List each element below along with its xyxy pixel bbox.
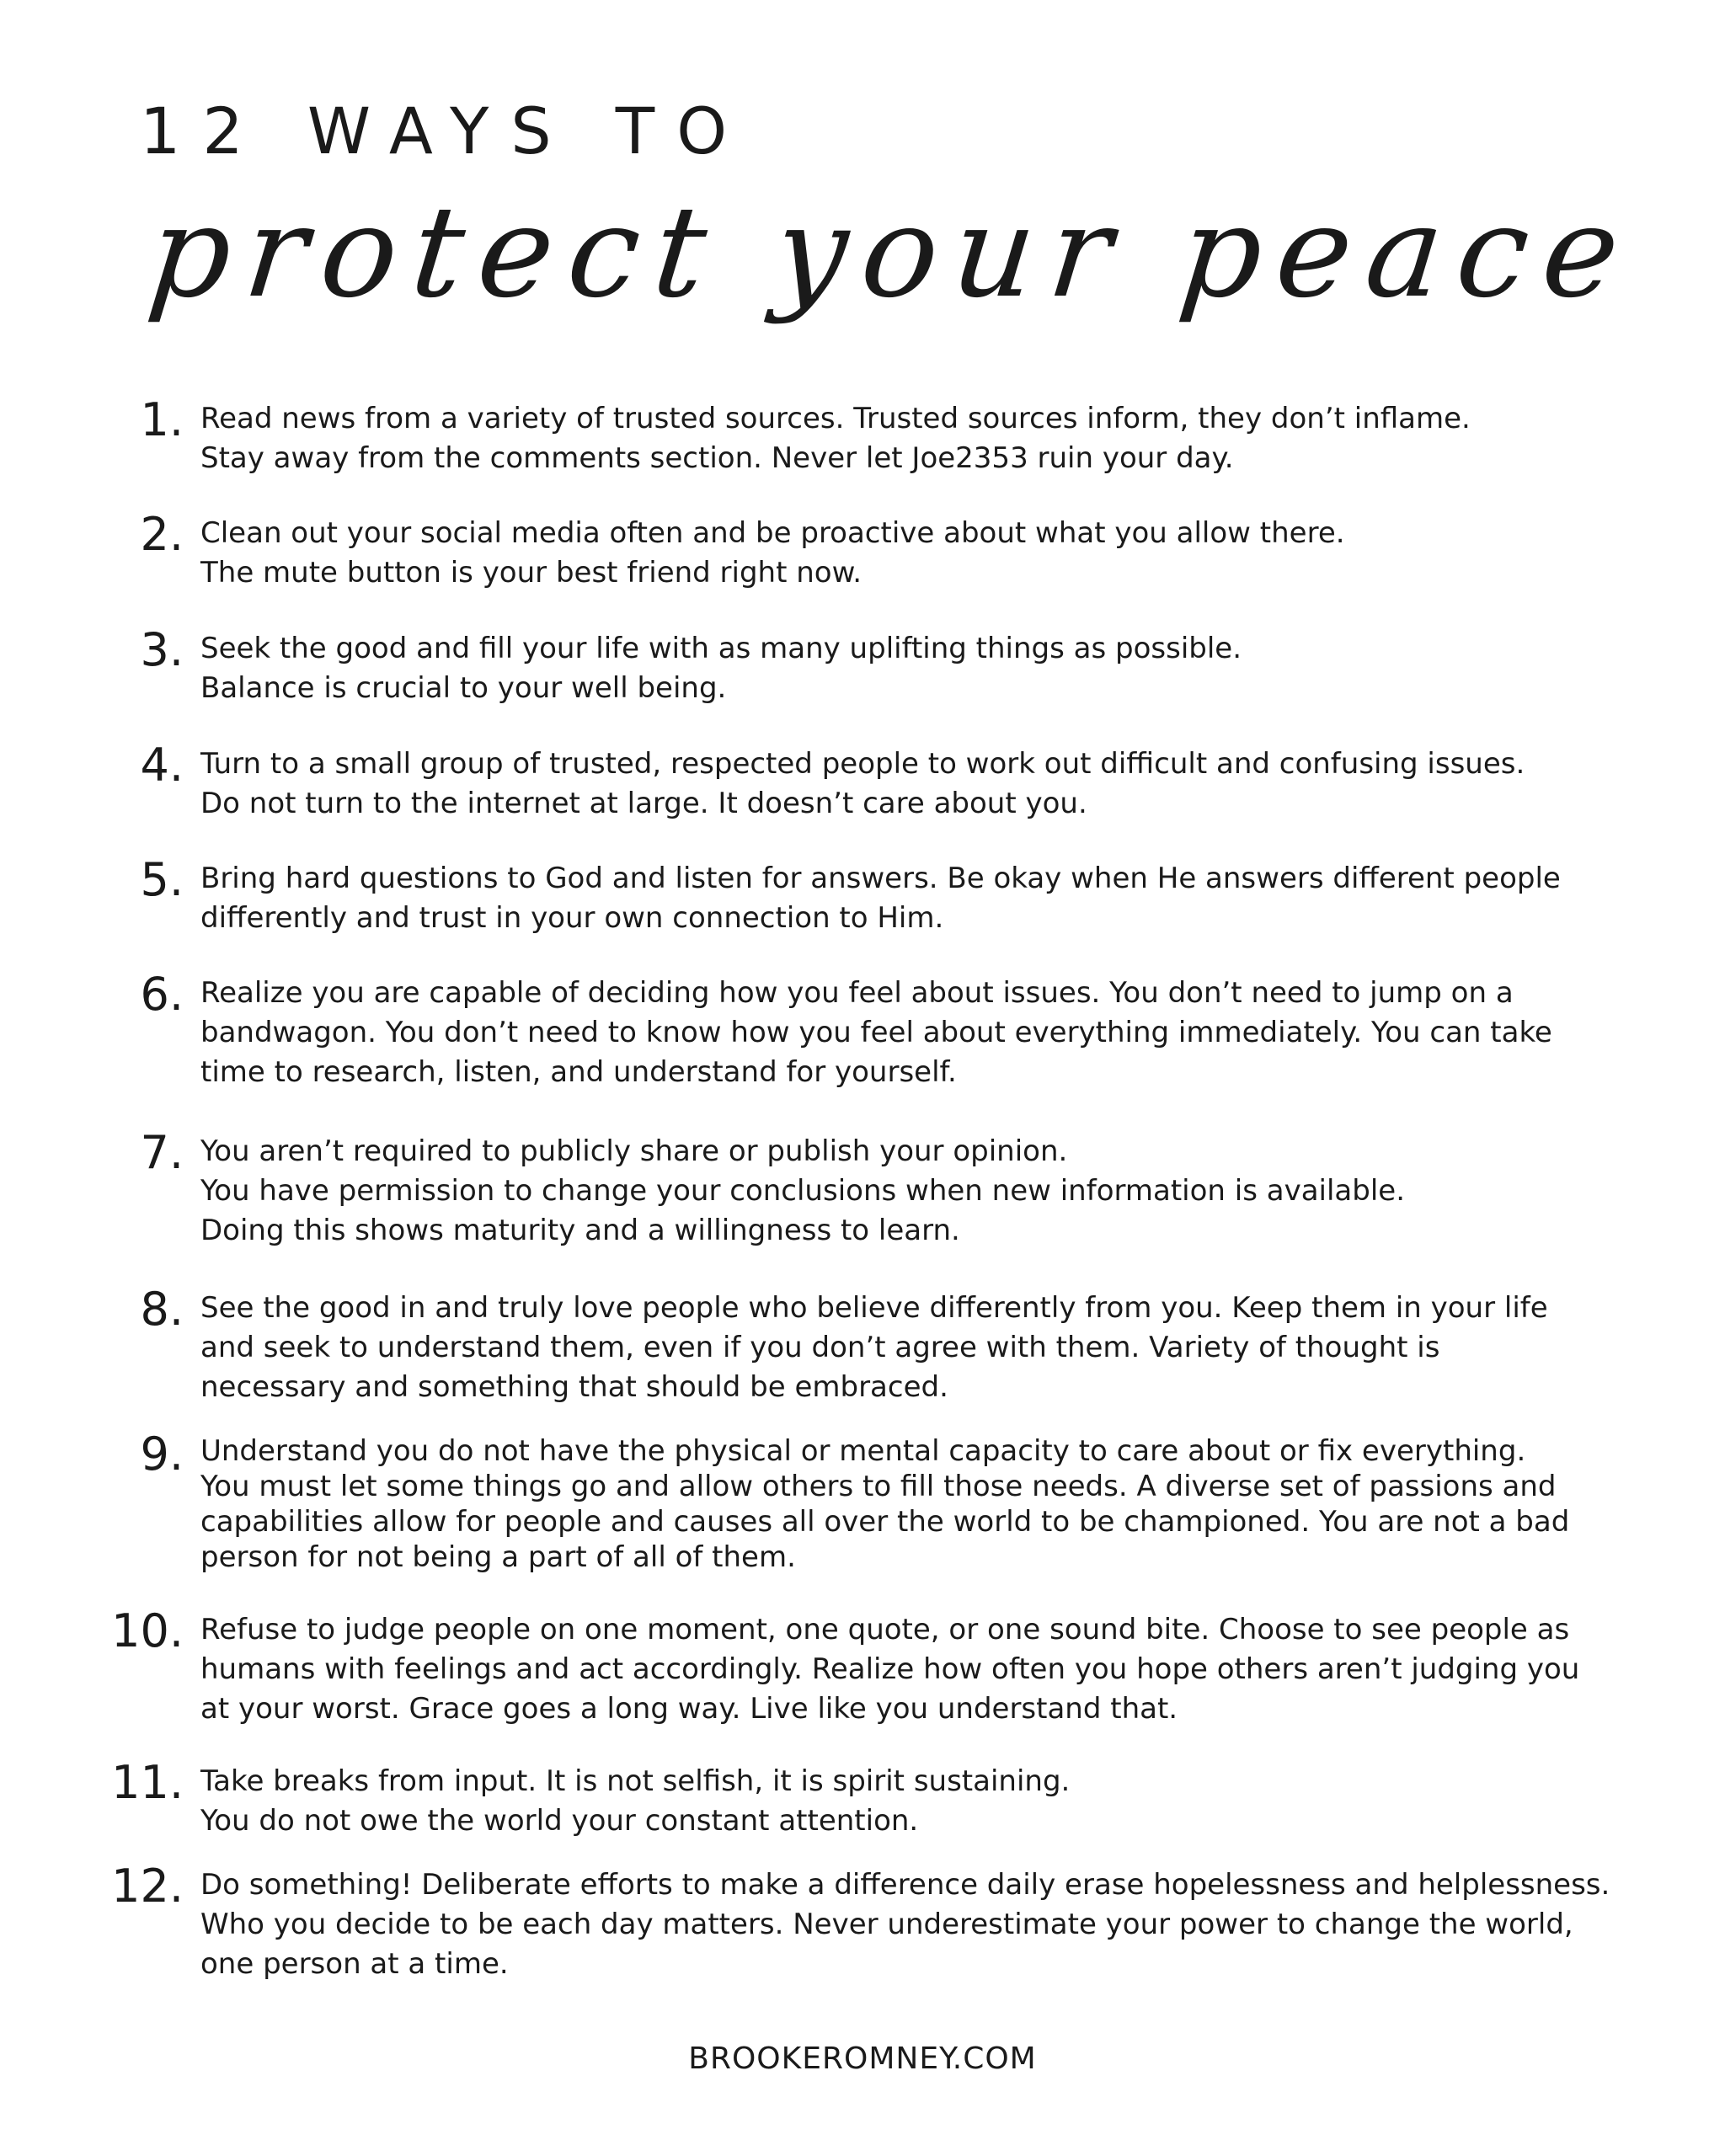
- item-number: 7.: [140, 1126, 184, 1179]
- item-text: You aren’t required to publicly share or publish your opinion. You have permission to change your conclusions when new information is available. Doing this shows maturity and a willingness to learn.: [200, 1134, 1406, 1247]
- item-number: 1.: [140, 393, 184, 446]
- item-text: Clean out your social media often and be proactive about what you allow there. The mute button is your best friend right now.: [200, 516, 1345, 590]
- item-text: Realize you are capable of deciding how you feel about issues. You don’t need to jump on a bandwagon. You don’t need to know how you feel about everything immediately. You can take time to research, listen, and understand for yourself.: [200, 976, 1552, 1089]
- item-number: 11.: [111, 1756, 184, 1809]
- item-text: See the good in and truly love people who believe differently from you. Keep them in your life and seek to understand them, even if you don’t agree with them. Variety of thought is necessary and something that should be embraced.: [200, 1291, 1548, 1404]
- item-number: 9.: [140, 1428, 184, 1481]
- item-number: 8.: [140, 1283, 184, 1336]
- website-footer: BROOKEROMNEY.COM: [688, 2041, 1037, 2076]
- title-script-subheading: protect your peace: [142, 179, 1642, 326]
- item-number: 4.: [140, 739, 184, 792]
- item-number: 6.: [140, 968, 184, 1021]
- item-number: 3.: [140, 623, 184, 676]
- item-text: Refuse to judge people on one moment, one quote, or one sound bite. Choose to see people as humans with feelings and act accordingly. Realize how often you hope others aren’t judging you at your worst. Grace goes a long way. Live like you understand that.: [200, 1613, 1580, 1726]
- item-text: Understand you do not have the physical or mental capacity to care about or fix everything. You must let some things go and allow others to fill those needs. A diverse set of passions and capabilities allow for people and causes all over the world to be championed. You are not a bad person for not being a part of all of them.: [200, 1434, 1570, 1574]
- item-number: 5.: [140, 853, 184, 906]
- item-text: Read news from a variety of trusted sources. Trusted sources inform, they don’t inflame. Stay away from the comments section. Never let Joe2353 ruin your day.: [200, 402, 1471, 475]
- item-text: Take breaks from input. It is not selfish, it is spirit sustaining. You do not owe the world your constant attention.: [200, 1764, 1071, 1838]
- item-text: Turn to a small group of trusted, respected people to work out difficult and confusing issues. Do not turn to the internet at large. It doesn’t care about you.: [200, 747, 1525, 820]
- title-heading: 12 WAYS TO: [140, 93, 750, 168]
- item-number: 10.: [111, 1604, 184, 1657]
- item-text: Do something! Deliberate efforts to make a difference daily erase hopelessness and helplessness. Who you decide to be each day matters. Never underestimate your power to change the world, one person at a time.: [200, 1868, 1610, 1981]
- item-number: 12.: [111, 1860, 184, 1913]
- item-text: Bring hard questions to God and listen for answers. Be okay when He answers different people differently and trust in your own connection to Him.: [200, 862, 1561, 935]
- item-text: Seek the good and fill your life with as many uplifting things as possible. Balance is crucial to your well being.: [200, 632, 1242, 705]
- item-number: 2.: [140, 508, 184, 561]
